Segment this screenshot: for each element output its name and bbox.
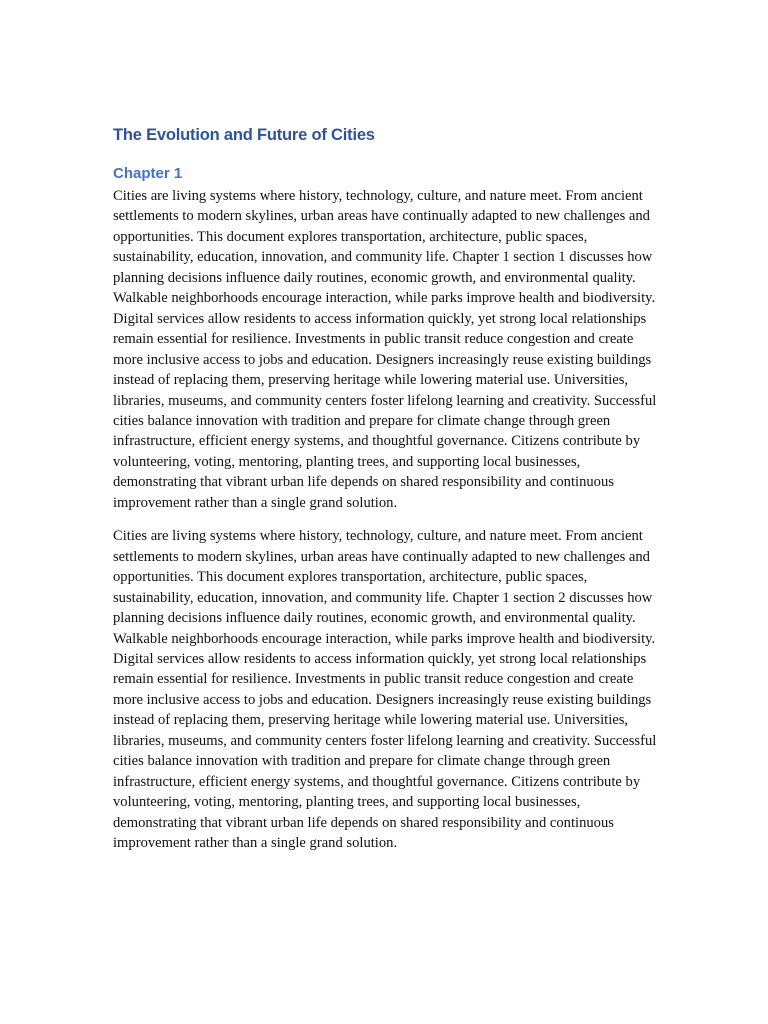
paragraph-2: Cities are living systems where history, technology, culture, and nature meet. From ancient settlements to modern skylines, urban areas have continually adapted to new challenges and opportunities. This document explores transportation, architecture, public spaces, sustainability, education, innovation, and community life. Chapter 1 section 2 discusses how planning decisions influence daily routines, economic growth, and environmental quality. Walkable neighborhoods encourage interaction, while parks improve health and biodiversity. Digital services allow residents to access information quickly, yet strong local relationships remain essential for resilience. Investments in public transit reduce congestion and create more inclusive access to jobs and education. Designers increasingly reuse existing buildings instead of replacing them, preserving heritage while lowering material use. Universities, libraries, museums, and community centers foster lifelong learning and creativity. Successful cities balance innovation with tradition and prepare for climate change through green infrastructure, efficient energy systems, and thoughtful governance. Citizens contribute by volunteering, voting, mentoring, planting trees, and supporting local businesses, demonstrating that vibrant urban life depends on shared responsibility and continuous improvement rather than a single grand solution. xyxy=(113,528,657,852)
paragraph-1: Cities are living systems where history, technology, culture, and nature meet. From ancient settlements to modern skylines, urban areas have continually adapted to new challenges and opportunities. This document explores transportation, architecture, public spaces, sustainability, education, innovation, and community life. Chapter 1 section 1 discusses how planning decisions influence daily routines, economic growth, and environmental quality. Walkable neighborhoods encourage interaction, while parks improve health and biodiversity. Digital services allow residents to access information quickly, yet strong local relationships remain essential for resilience. Investments in public transit reduce congestion and create more inclusive access to jobs and education. Designers increasingly reuse existing buildings instead of replacing them, preserving heritage while lowering material use. Universities, libraries, museums, and community centers foster lifelong learning and creativity. Successful cities balance innovation with tradition and prepare for climate change through green infrastructure, efficient energy systems, and thoughtful governance. Citizens contribute by volunteering, voting, mentoring, planting trees, and supporting local businesses, demonstrating that vibrant urban life depends on shared responsibility and continuous improvement rather than a single grand solution. xyxy=(113,188,657,511)
document-title: The Evolution and Future of Cities xyxy=(113,126,375,144)
document-body xyxy=(113,124,658,867)
chapter-heading: Chapter 1 xyxy=(113,165,183,182)
